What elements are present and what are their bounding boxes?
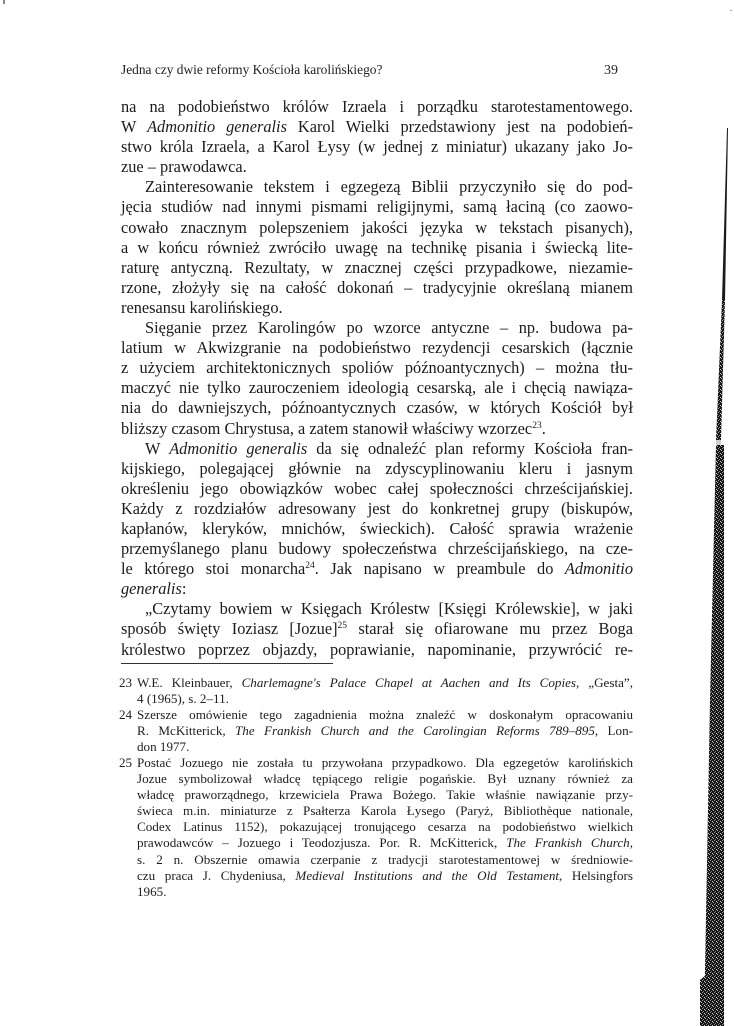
italic-title-text: Medieval Institutions and the Old Testament [295,867,560,883]
body-line [121,177,633,197]
footnote-line [119,803,633,819]
body-line [121,459,633,479]
body-line [121,419,633,439]
body-line [121,338,633,358]
footnote-line [119,755,633,771]
footnotes-section [119,675,633,900]
footnote-separator-rule [121,663,333,664]
footnote-24 [119,707,633,755]
text-run: raturę antyczną. Rezultaty, w znacznej części przypadkowe, niezamie- [121,257,633,277]
page-number: 39 [604,63,618,78]
italic-title-text: generalis [121,579,182,599]
text-run: kapłanów, kleryków, mnichów, świeckich). Całość sprawia wrażenie [121,518,633,538]
body-line [121,539,633,559]
text-run: W [145,438,170,458]
text-run: Sięganie przez Karolingów po wzorce antyczne – np. budowa pa- [145,318,633,338]
text-run: da się odnaleźć plan reformy Kościoła fran- [307,438,633,458]
body-line [121,218,633,238]
footnote-line [119,884,633,900]
text-run: Postać Jozuego nie została tu przywołana przypadkowo. Dla egzegetów karolińskich [137,755,633,771]
footnote-number: 23 [119,675,133,690]
body-line [121,137,633,157]
body-line [121,117,633,137]
body-line [121,619,633,639]
italic-title-text: Admonitio [564,559,633,579]
text-run: czu praca J. Chydeniusa, [137,867,296,883]
footnote-line [119,675,633,691]
text-run: na na podobieństwo królów Izraela i porządku starotestamentowego. [121,97,633,116]
text-run: latium w Akwizgranie na podobieństwo rezydencji cesarskich (łącznie [121,338,633,358]
text-run: z użyciem architektonicznych spoliów późnoantycznych) – można tłu- [121,358,633,378]
text-run: królestwo poprzez objazdy, poprawianie, napominanie, przywrócić re- [121,639,633,659]
text-run: s. 2 n. Obszernie omawia czerpanie z tradycji starotestamentowej w średniowie- [137,851,633,867]
footnote-line [119,771,633,787]
body-line [121,258,633,278]
text-run: nia do dawniejszych, późnoantycznych czasów, w których Kościół był [121,398,633,418]
text-run: W.E. Kleinbauer, [137,675,242,690]
text-run: , „Gesta”, [576,675,633,690]
text-run: Karol Wielki przedstawiony jest na podobień- [286,117,634,137]
body-line [121,97,633,117]
footnote-reference[interactable]: 25 [337,621,348,632]
text-run: Codex Latinus 1152), pokazującej tronującego cesarza na podobieństwo wielkich [137,819,633,835]
body-line [121,298,633,318]
italic-title-text: Admonitio generalis [147,117,287,137]
body-line [121,278,633,298]
text-run: a w końcu również zwróciło uwagę na technikę pisania i świecką lite- [121,237,633,257]
footnote-23 [119,675,633,707]
text-run: R. McKitterick, [137,723,235,739]
body-line [121,519,633,539]
body-line [121,499,633,519]
text-run: przemyślanego planu budowy społeczeństwa chrześcijańskiego, na cze- [121,539,633,559]
text-run: 1965. [137,883,167,899]
text-run: cowało znacznym polepszeniem jakości języka w tekstach pisanych), [121,217,633,237]
text-run: Jozue symbolizował władcę tępiącego religie pogańskie. Był uznany również za [137,771,633,787]
running-title: Jedna czy dwie reformy Kościoła karolińskiego? [121,62,383,77]
text-run: jęcia studiów nad innymi pismami religijnymi, samą łaciną (co zaowo- [121,197,633,217]
italic-title-text: The Frankish Church and the Carolingian Reforms 789–895 [235,723,595,739]
text-run: , Helsingfors [559,867,633,883]
text-run: Każdy z rozdziałów adresowany jest do konkretnej grupy (biskupów, [121,498,633,518]
body-line [121,197,633,217]
text-run: określeniu jego obowiązków wobec całej społeczności chrześcijańskiej. [121,478,633,498]
footnote-25 [119,755,633,899]
footnote-reference[interactable]: 23 [532,420,542,431]
text-run: renesansu karolińskiego. [121,297,283,317]
body-line [121,398,633,418]
body-line [121,559,633,579]
scanned-page-edge-shadow [694,0,734,1026]
text-run: , [629,835,634,851]
text-run: „Czytamy bowiem w Księgach Królestw [Księgi Królewskie], w jaki [145,599,633,619]
text-run: don 1977. [137,739,190,755]
body-line [121,157,633,177]
footnote-line [119,868,633,884]
footnote-line [119,739,633,755]
body-line [121,358,633,378]
main-body-text [121,97,633,660]
footnote-line [119,691,633,707]
text-run: W [121,117,148,137]
body-line [121,238,633,258]
text-run: sposób święty Ioziasz [Jozue] [121,619,338,639]
text-run: 4 (1965), s. 2–11. [137,691,229,707]
text-run: maczyć nie tylko zauroczeniem ideologią cesarską, ale i chęcią nawiąza- [121,378,633,398]
body-line [121,439,633,459]
text-run: Zainteresowanie tekstem i egzegezą Biblii przyczyniło się do pod- [145,177,633,197]
text-run: władcę praworządnego, krzewiciela Prawa Bożego. Takie właśnie nawiązanie przy- [137,787,633,803]
text-run: bliższy czasom Chrystusa, a zatem stanowił właściwy wzorzec [121,418,533,438]
text-run: zue – prawodawca. [121,157,247,177]
footnote-line [119,819,633,835]
text-run: , Lon- [594,723,633,739]
footnote-line [119,835,633,851]
footnote-line [119,707,633,723]
text-run: . [541,418,546,438]
text-run: świeca m.in. miniaturze z Psałterza Karola Łysego (Paryż, Bibliothèque nationale, [137,803,633,819]
footnote-number: 24 [119,707,133,723]
text-run: le którego stoi monarcha [121,559,306,579]
text-run: stwo króla Izraela, a Karol Łysy (w jednej z miniatur) ukazany jako Jo- [121,137,633,157]
text-run: kijskiego, polegającej głównie na zdyscyplinowaniu kleru i jasnym [121,458,633,478]
text-run: starał się ofiarowane mu przez Boga [347,619,633,639]
text-run: . Jak napisano w preambule do [314,559,565,579]
footnote-line [119,787,633,803]
footnote-line [119,852,633,868]
footnote-reference[interactable]: 24 [305,561,315,572]
body-line [121,579,633,599]
text-run: prawodawców – Jozuego i Teodozjusza. Por. R. McKitterick, [137,835,507,851]
body-line [121,378,633,398]
body-line [121,599,633,619]
footnote-line [119,723,633,739]
italic-title-text: The Frankish Church [506,835,630,851]
italic-title-text: Charlemagne's Palace Chapel at Aachen and Its Copies [241,675,577,690]
body-line [121,318,633,338]
text-run: rzone, złożyły się na całość dokonań – tradycyjnie określaną mianem [121,277,633,297]
italic-title-text: Admonitio generalis [169,438,308,458]
text-run: Szersze omówienie tego zagadnienia można znaleźć w doskonałym opracowaniu [137,707,633,723]
footnote-number: 25 [119,755,133,771]
text-run: : [181,579,187,599]
body-line [121,479,633,499]
body-line [121,640,633,660]
scan-artifact-mark [3,0,5,4]
